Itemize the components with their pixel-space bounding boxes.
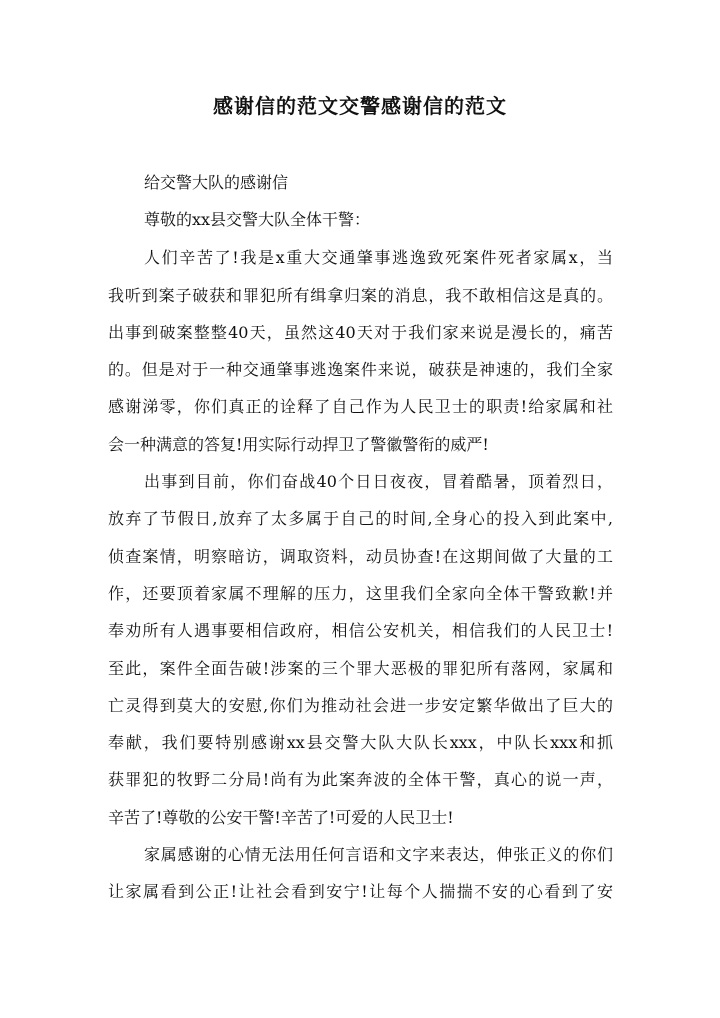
paragraph-line: 家属感谢的心情无法用任何言语和文字来表达，伸张正义的你们 (144, 845, 613, 864)
paragraph-line: 至此，案件全面告破!涉案的三个罪大恶极的罪犯所有落网，家属和 (108, 659, 613, 678)
paragraph-line: 获罪犯的牧野二分局!尚有为此案奔波的全体干警，真心的说一声， (108, 770, 613, 789)
paragraph-line: 辛苦了!尊敬的公安干警!辛苦了!可爱的人民卫士! (108, 808, 454, 827)
paragraph-line: 出事到目前，你们奋战40个日日夜夜，冒着酷暑，顶着烈日， (144, 472, 613, 491)
paragraph-line: 会一种满意的答复!用实际行动捍卫了警徽警衔的威严! (108, 435, 489, 454)
salutation: 尊敬的xx县交警大队全体干警： (144, 210, 371, 229)
paragraph-line: 奉献，我们要特别感谢xx县交警大队大队长xxx，中队长xxx和抓 (108, 733, 613, 752)
paragraph-line: 我听到案子破获和罪犯所有缉拿归案的消息，我不敢相信这是真的。 (108, 286, 613, 305)
paragraph-line: 人们辛苦了!我是x重大交通肇事逃逸致死案件死者家属x，当 (144, 248, 613, 267)
paragraph-line: 奉劝所有人遇事要相信政府，相信公安机关，相信我们的人民卫士! (108, 621, 613, 640)
paragraph-line: 出事到破案整整40天，虽然这40天对于我们家来说是漫长的，痛苦 (108, 323, 613, 342)
paragraph-line: 亡灵得到莫大的安慰,你们为推动社会进一步安定繁华做出了巨大的 (108, 696, 613, 715)
paragraph-line: 作，还要顶着家属不理解的压力，这里我们全家向全体干警致歉!并 (108, 584, 613, 603)
letter-heading: 给交警大队的感谢信 (144, 173, 289, 192)
document-title: 感谢信的范文交警感谢信的范文 (213, 94, 507, 118)
paragraph-line: 让家属看到公正!让社会看到安宁!让每个人揣揣不安的心看到了安 (108, 882, 613, 901)
paragraph-line: 侦查案情，明察暗访，调取资料，动员协查!在这期间做了大量的工 (108, 547, 613, 566)
paragraph-line: 的。但是对于一种交通肇事逃逸案件来说，破获是神速的，我们全家 (108, 360, 613, 379)
paragraph-line: 感谢涕零，你们真正的诠释了自己作为人民卫士的职责!给家属和社 (108, 397, 613, 416)
paragraph-line: 放弃了节假日,放弃了太多属于自己的时间,全身心的投入到此案中, (108, 509, 613, 528)
